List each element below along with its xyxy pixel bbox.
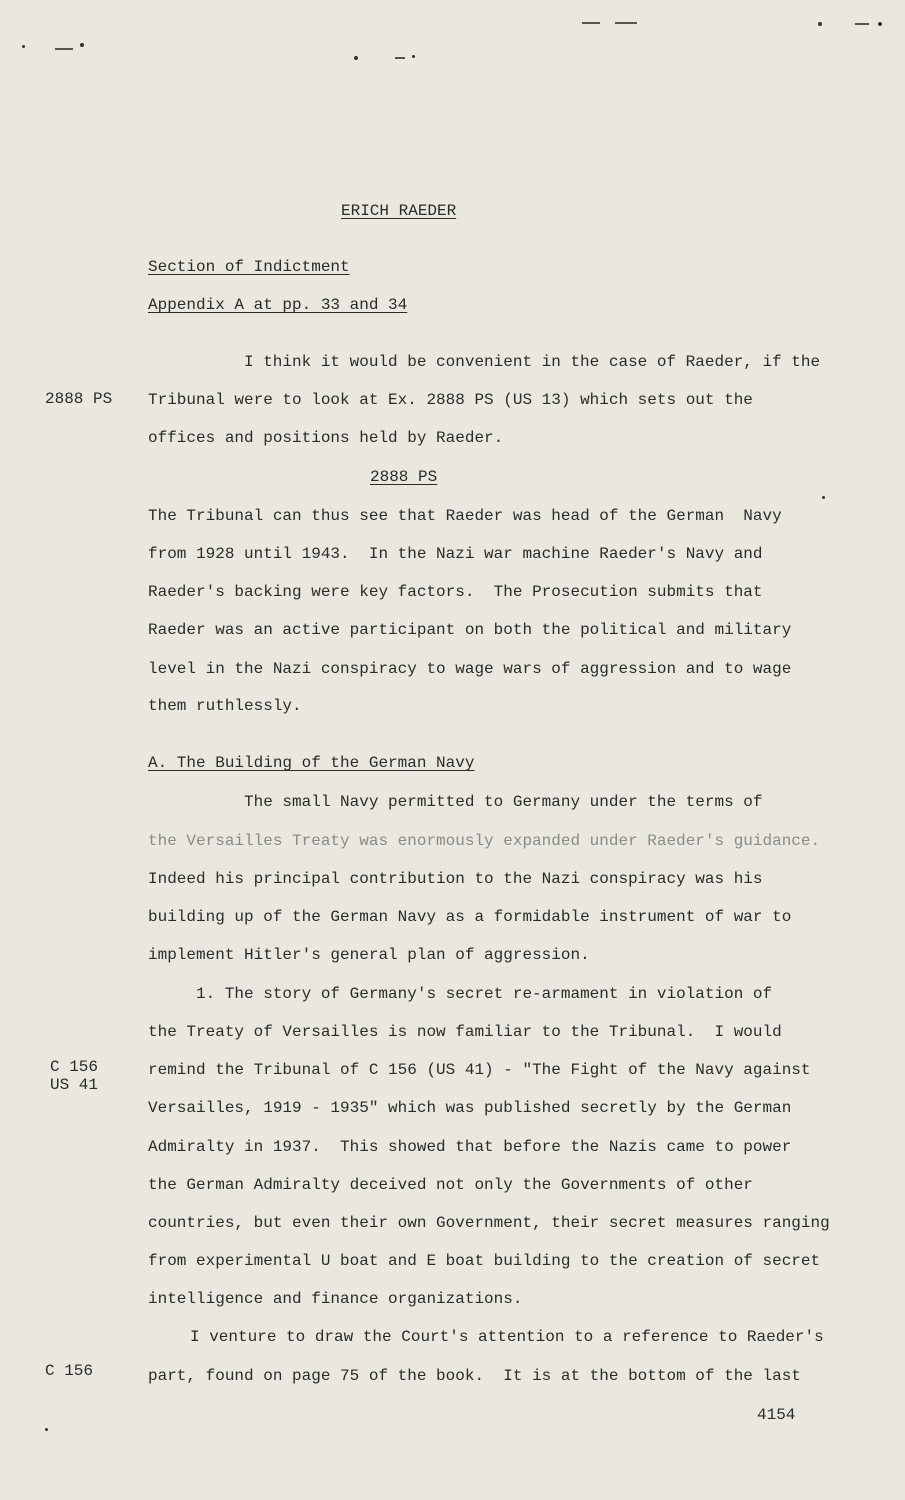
- paragraph-line: building up of the German Navy as a formidable instrument of war to: [148, 908, 792, 926]
- margin-note: 2888 PS: [45, 390, 113, 408]
- paragraph-line: 1. The story of Germany's secret re-armament in violation of: [196, 985, 773, 1003]
- paragraph-line: Versailles, 1919 - 1935" which was published secretly by the German: [148, 1099, 792, 1117]
- paragraph-line: intelligence and finance organizations.: [148, 1290, 523, 1308]
- speck-mark: [818, 22, 822, 26]
- document-title: ERICH RAEDER: [341, 202, 457, 220]
- paragraph-line: them ruthlessly.: [148, 697, 302, 715]
- subheading-building-navy: A. The Building of the German Navy: [148, 754, 475, 772]
- paragraph-line: I think it would be convenient in the case of Raeder, if the: [244, 353, 821, 371]
- dash-mark: [55, 48, 73, 50]
- speck-mark: [412, 55, 415, 58]
- speck-mark: [354, 56, 358, 60]
- paragraph-line: offices and positions held by Raeder.: [148, 429, 504, 447]
- paragraph-line: from experimental U boat and E boat building to the creation of secret: [148, 1252, 821, 1270]
- speck-mark: [878, 22, 882, 26]
- paragraph-line: Raeder was an active participant on both the political and military: [148, 621, 792, 639]
- paragraph-line: the Treaty of Versailles is now familiar to the Tribunal. I would: [148, 1023, 782, 1041]
- paragraph-line: The small Navy permitted to Germany under the terms of: [244, 793, 763, 811]
- appendix-heading: Appendix A at pp. 33 and 34: [148, 296, 408, 314]
- margin-note: C 156: [50, 1058, 99, 1076]
- margin-note: US 41: [50, 1076, 99, 1094]
- paragraph-line: Admiralty in 1937. This showed that before the Nazis came to power: [148, 1138, 792, 1156]
- paragraph-line: countries, but even their own Government, their secret measures ranging: [148, 1214, 830, 1232]
- dash-mark: [615, 22, 637, 24]
- paragraph-line: Tribunal were to look at Ex. 2888 PS (US 13) which sets out the: [148, 391, 753, 409]
- paragraph-line: level in the Nazi conspiracy to wage wars of aggression and to wage: [148, 660, 792, 678]
- margin-note: C 156: [45, 1362, 94, 1380]
- paragraph-line: implement Hitler's general plan of aggression.: [148, 946, 590, 964]
- paragraph-line: Indeed his principal contribution to the Nazi conspiracy was his: [148, 870, 763, 888]
- paragraph-line: the Versailles Treaty was enormously expanded under Raeder's guidance.: [148, 832, 821, 850]
- section-heading: Section of Indictment: [148, 258, 350, 276]
- dash-mark: [395, 57, 405, 59]
- paragraph-line: Raeder's backing were key factors. The Prosecution submits that: [148, 583, 763, 601]
- paragraph-line: I venture to draw the Court's attention to a reference to Raeder's: [190, 1328, 824, 1346]
- paragraph-line: part, found on page 75 of the book. It is at the bottom of the last: [148, 1367, 801, 1385]
- dash-mark: [855, 23, 869, 25]
- paragraph-line: the German Admiralty deceived not only the Governments of other: [148, 1176, 753, 1194]
- paragraph-line: remind the Tribunal of C 156 (US 41) - "The Fight of the Navy against: [148, 1061, 811, 1079]
- speck-mark: [22, 45, 25, 48]
- dash-mark: [582, 22, 600, 24]
- page-number: 4154: [757, 1406, 796, 1424]
- paragraph-line: The Tribunal can thus see that Raeder was head of the German Navy: [148, 507, 782, 525]
- speck-mark: [45, 1428, 48, 1431]
- speck-mark: [822, 496, 825, 499]
- paragraph-line: from 1928 until 1943. In the Nazi war machine Raeder's Navy and: [148, 545, 763, 563]
- speck-mark: [80, 43, 84, 47]
- exhibit-reference: 2888 PS: [370, 468, 438, 486]
